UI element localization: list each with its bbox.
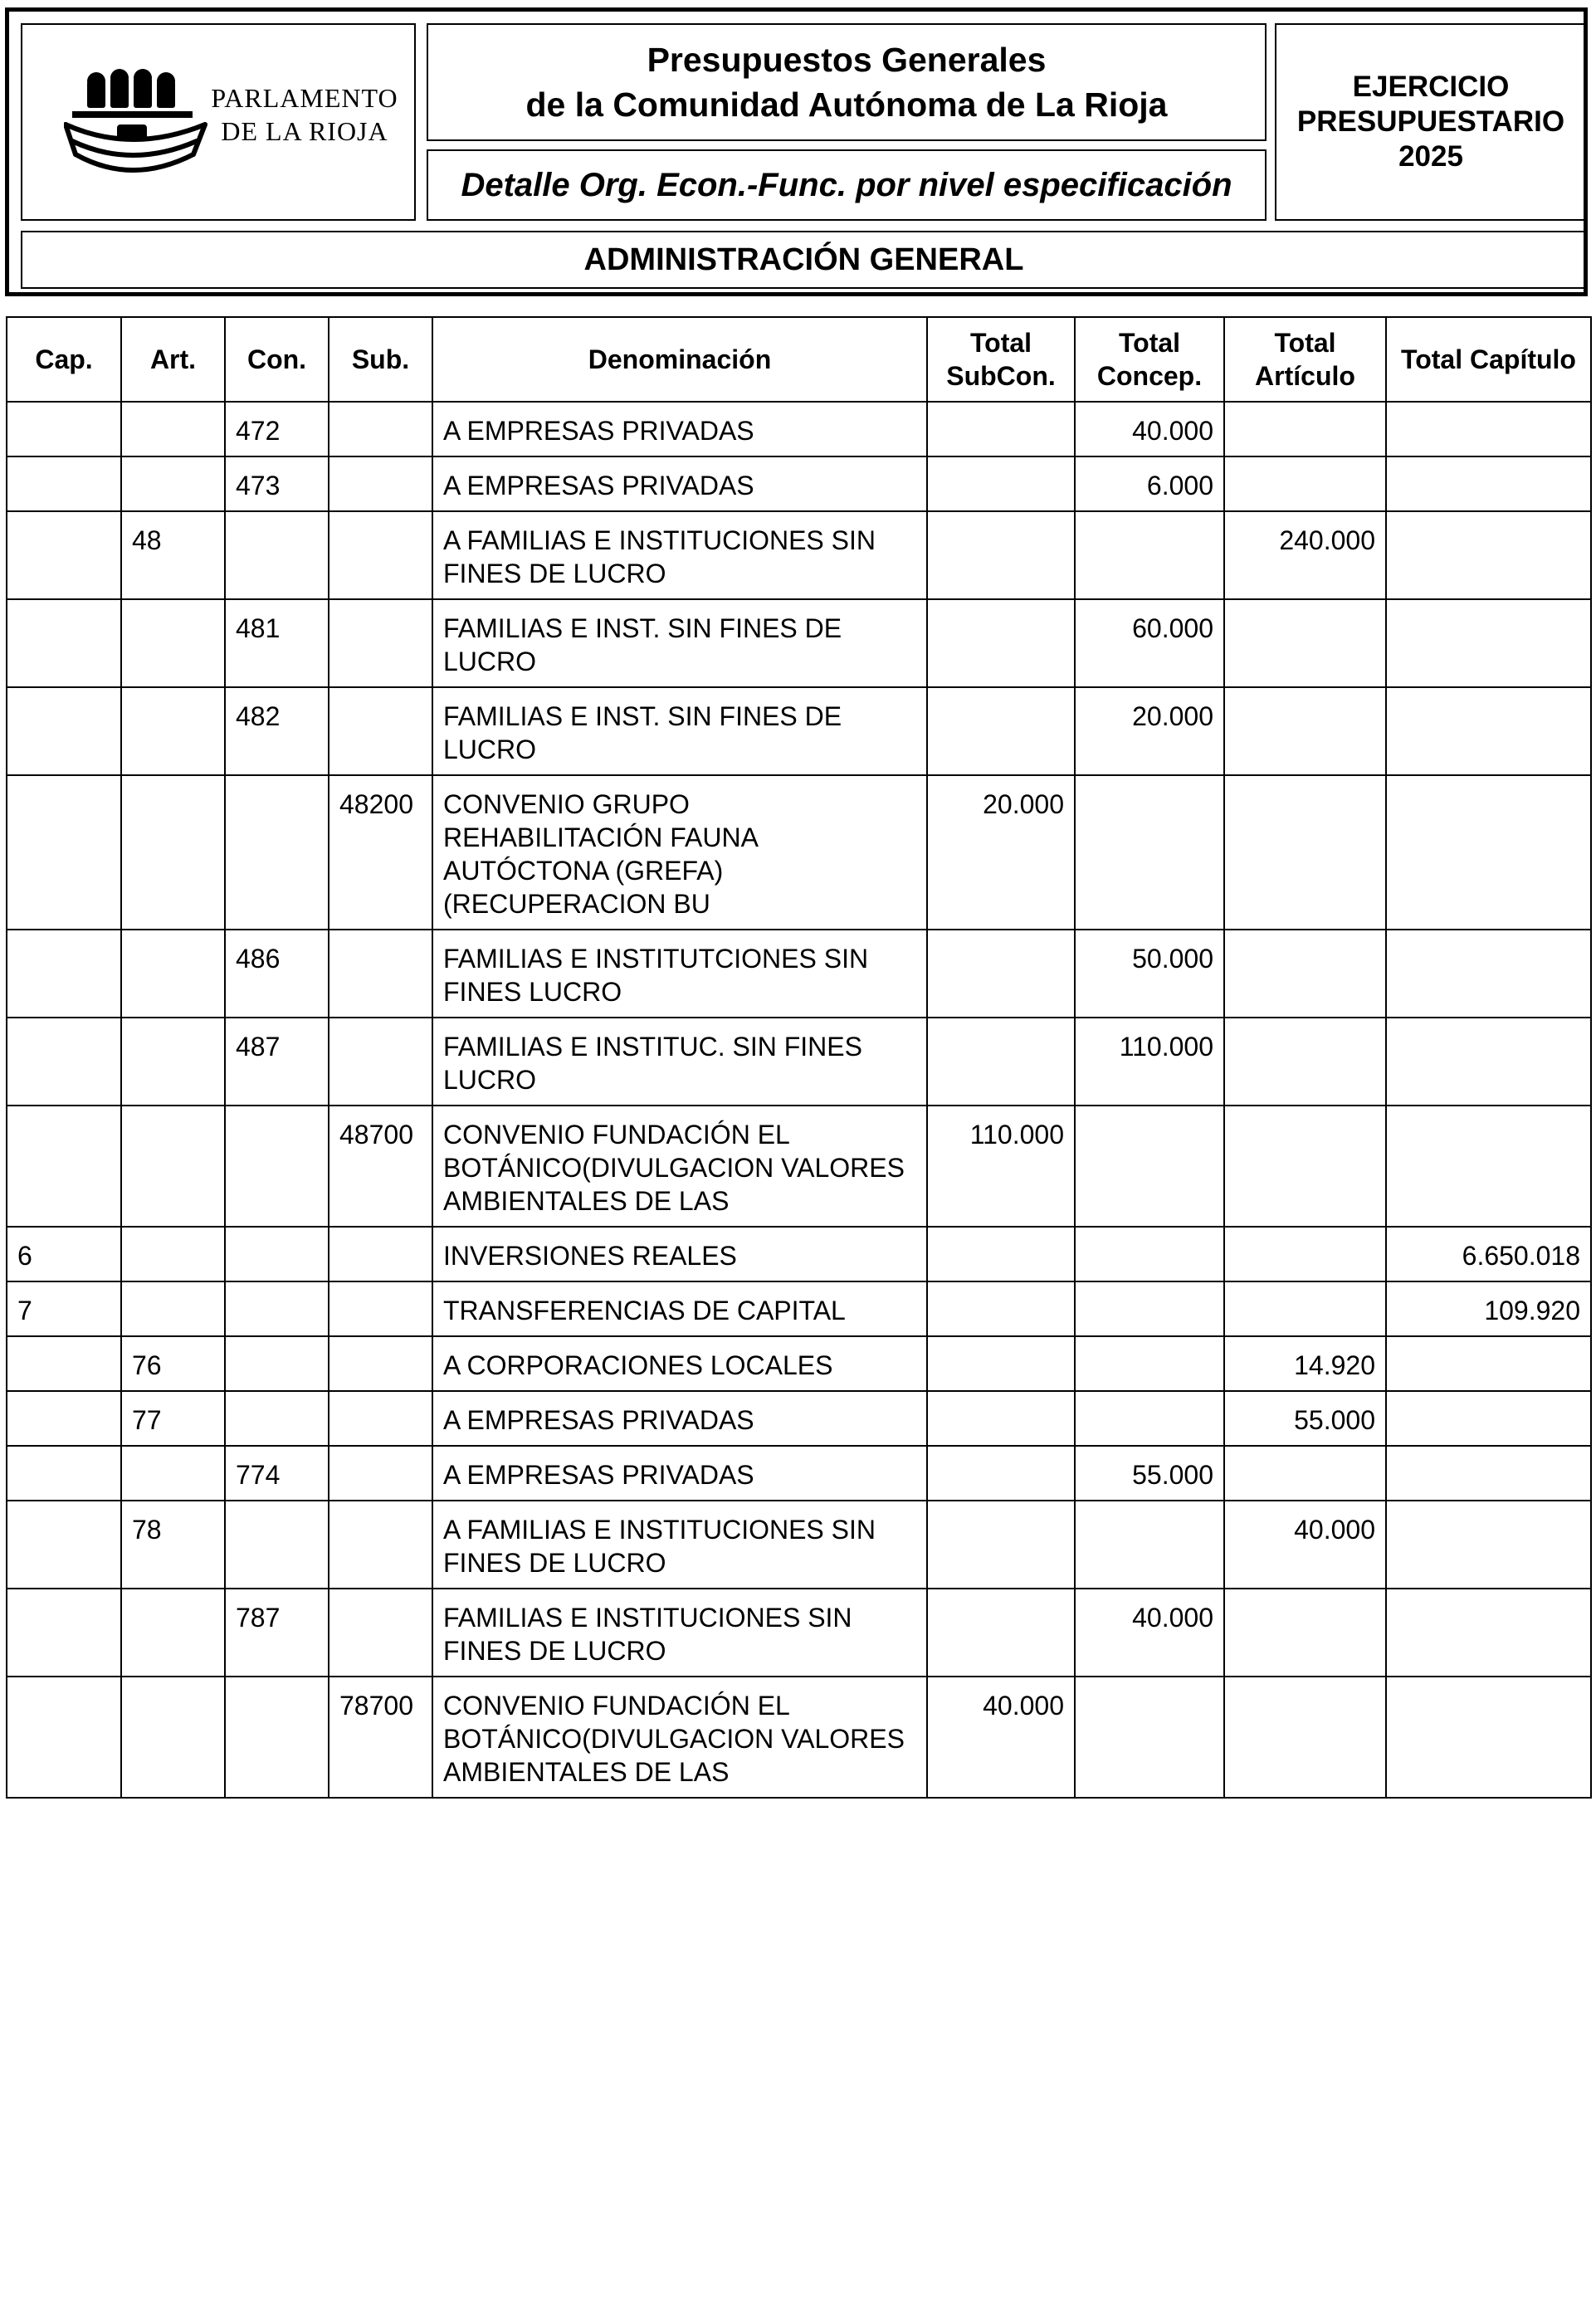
total-capitulo-cell [1386,775,1591,930]
sub-cell [329,687,432,775]
cap-cell [7,1018,121,1106]
art-cell [121,599,225,687]
cap-cell [7,456,121,511]
sub-cell [329,402,432,456]
con-cell [225,511,329,599]
total-articulo-cell: 14.920 [1224,1336,1386,1391]
cap-cell [7,1501,121,1589]
section-panel [21,231,1587,289]
sub-cell [329,1501,432,1589]
total-concep-cell [1075,1501,1224,1589]
document-title-line-2: de la Comunidad Autónoma de La Rioja [525,85,1168,124]
total-concep-cell: 6.000 [1075,456,1224,511]
total-subcon-cell [927,1018,1075,1106]
title-panel [427,23,1267,141]
total-subcon-cell [927,687,1075,775]
con-cell [225,1391,329,1446]
logo-wordmark [205,81,404,148]
art-cell [121,1018,225,1106]
art-cell [121,930,225,1018]
total-capitulo-cell [1386,1106,1591,1227]
table-row [7,511,1591,599]
cap-cell [7,1677,121,1798]
table-row [7,1391,1591,1446]
cap-cell [7,1106,121,1227]
fiscal-year-panel [1275,23,1587,221]
total-articulo-cell [1224,402,1386,456]
document-subtitle: Detalle Org. Econ.-Func. por nivel especificación [461,166,1232,203]
cap-cell: 7 [7,1281,121,1336]
art-cell [121,402,225,456]
total-articulo-cell [1224,1589,1386,1677]
denominacion-cell: A EMPRESAS PRIVADAS [432,402,927,456]
art-cell [121,687,225,775]
total-articulo-cell: 55.000 [1224,1391,1386,1446]
denominacion-cell: A FAMILIAS E INSTITUCIONES SIN FINES DE LUCRO [432,511,927,599]
cap-cell [7,402,121,456]
table-row [7,402,1591,456]
denominacion-cell: TRANSFERENCIAS DE CAPITAL [432,1281,927,1336]
denominacion-cell: A EMPRESAS PRIVADAS [432,456,927,511]
sub-cell [329,511,432,599]
total-subcon-cell [927,1227,1075,1281]
art-cell [121,456,225,511]
cap-cell: 6 [7,1227,121,1281]
denominacion-cell: FAMILIAS E INST. SIN FINES DE LUCRO [432,687,927,775]
denominacion-cell: A EMPRESAS PRIVADAS [432,1446,927,1501]
con-cell: 787 [225,1589,329,1677]
denominacion-cell: FAMILIAS E INSTITUTCIONES SIN FINES LUCRO [432,930,927,1018]
denominacion-cell: CONVENIO FUNDACIÓN EL BOTÁNICO(DIVULGACION VALORES AMBIENTALES DE LAS [432,1106,927,1227]
total-capitulo-cell [1386,1018,1591,1106]
total-concep-cell [1075,1336,1224,1391]
total-concep-cell: 55.000 [1075,1446,1224,1501]
total-subcon-cell [927,1446,1075,1501]
total-concep-cell [1075,775,1224,930]
con-cell [225,1336,329,1391]
total-capitulo-cell [1386,511,1591,599]
total-capitulo-cell [1386,1336,1591,1391]
sub-cell [329,930,432,1018]
total-subcon-cell [927,1501,1075,1589]
budget-table [6,316,1592,1799]
total-concep-cell: 40.000 [1075,1589,1224,1677]
column-header-total-subcon: Total SubCon. [927,317,1075,402]
total-capitulo-cell [1386,687,1591,775]
con-cell [225,1106,329,1227]
art-cell: 76 [121,1336,225,1391]
total-articulo-cell [1224,930,1386,1018]
total-capitulo-cell: 109.920 [1386,1281,1591,1336]
total-concep-cell [1075,1677,1224,1798]
denominacion-cell: FAMILIAS E INSTITUCIONES SIN FINES DE LUCRO [432,1589,927,1677]
con-cell [225,1227,329,1281]
table-row [7,1446,1591,1501]
total-concep-cell: 50.000 [1075,930,1224,1018]
sub-cell: 48700 [329,1106,432,1227]
sub-cell [329,599,432,687]
total-capitulo-cell [1386,402,1591,456]
column-header-total-articulo: Total Artículo [1224,317,1386,402]
total-articulo-cell: 40.000 [1224,1501,1386,1589]
total-subcon-cell [927,402,1075,456]
table-row [7,1677,1591,1798]
total-capitulo-cell: 6.650.018 [1386,1227,1591,1281]
parliament-emblem-icon [64,65,222,189]
total-capitulo-cell [1386,930,1591,1018]
con-cell [225,1501,329,1589]
total-articulo-cell [1224,1446,1386,1501]
logo-panel [21,23,416,221]
total-capitulo-cell [1386,1501,1591,1589]
total-subcon-cell [927,456,1075,511]
document-header [5,7,1588,296]
total-articulo-cell [1224,456,1386,511]
cap-cell [7,511,121,599]
total-capitulo-cell [1386,456,1591,511]
sub-cell [329,456,432,511]
cap-cell [7,599,121,687]
art-cell: 77 [121,1391,225,1446]
fiscal-year-line-1: EJERCICIO [1352,71,1510,103]
art-cell [121,1227,225,1281]
table-row [7,1501,1591,1589]
table-row [7,930,1591,1018]
column-header-art: Art. [121,317,225,402]
art-cell [121,1677,225,1798]
denominacion-cell: FAMILIAS E INST. SIN FINES DE LUCRO [432,599,927,687]
total-subcon-cell [927,599,1075,687]
total-concep-cell [1075,1227,1224,1281]
column-header-total-concep: Total Concep. [1075,317,1224,402]
total-subcon-cell [927,1391,1075,1446]
table-row [7,1227,1591,1281]
column-header-cap: Cap. [7,317,121,402]
cap-cell [7,1589,121,1677]
sub-cell [329,1446,432,1501]
cap-cell [7,1336,121,1391]
document-title-line-1: Presupuestos Generales [647,41,1047,79]
total-subcon-cell: 110.000 [927,1106,1075,1227]
total-subcon-cell: 20.000 [927,775,1075,930]
con-cell: 473 [225,456,329,511]
table-row [7,456,1591,511]
art-cell: 48 [121,511,225,599]
sub-cell [329,1018,432,1106]
total-subcon-cell [927,930,1075,1018]
total-articulo-cell [1224,599,1386,687]
sub-cell [329,1227,432,1281]
fiscal-year-line-2: PRESUPUESTARIO [1296,105,1565,138]
total-articulo-cell [1224,775,1386,930]
total-articulo-cell [1224,1677,1386,1798]
con-cell: 481 [225,599,329,687]
column-header-sub: Sub. [329,317,432,402]
table-row [7,687,1591,775]
total-concep-cell [1075,1391,1224,1446]
total-articulo-cell [1224,1227,1386,1281]
sub-cell [329,1336,432,1391]
total-articulo-cell [1224,1018,1386,1106]
total-capitulo-cell [1386,1446,1591,1501]
denominacion-cell: A FAMILIAS E INSTITUCIONES SIN FINES DE LUCRO [432,1501,927,1589]
con-cell: 774 [225,1446,329,1501]
denominacion-cell: A EMPRESAS PRIVADAS [432,1391,927,1446]
table-row [7,1106,1591,1227]
sub-cell: 48200 [329,775,432,930]
con-cell: 472 [225,402,329,456]
art-cell [121,1589,225,1677]
table-row [7,1336,1591,1391]
total-capitulo-cell [1386,599,1591,687]
total-concep-cell: 40.000 [1075,402,1224,456]
total-articulo-cell [1224,1281,1386,1336]
denominacion-cell: CONVENIO GRUPO REHABILITACIÓN FAUNA AUTÓCTONA (GREFA) (RECUPERACION BU [432,775,927,930]
total-concep-cell: 60.000 [1075,599,1224,687]
denominacion-cell: A CORPORACIONES LOCALES [432,1336,927,1391]
logo-line-2: DE LA RIOJA [221,116,388,146]
column-header-total-capitulo: Total Capítulo [1386,317,1591,402]
art-cell [121,1281,225,1336]
total-capitulo-cell [1386,1391,1591,1446]
con-cell [225,1281,329,1336]
art-cell [121,775,225,930]
total-concep-cell [1075,1106,1224,1227]
sub-cell [329,1391,432,1446]
total-articulo-cell [1224,1106,1386,1227]
total-subcon-cell: 40.000 [927,1677,1075,1798]
total-concep-cell: 110.000 [1075,1018,1224,1106]
art-cell [121,1106,225,1227]
table-row [7,599,1591,687]
total-subcon-cell [927,1589,1075,1677]
con-cell [225,775,329,930]
cap-cell [7,1391,121,1446]
cap-cell [7,775,121,930]
total-subcon-cell [927,511,1075,599]
total-concep-cell [1075,511,1224,599]
table-row [7,775,1591,930]
sub-cell [329,1281,432,1336]
art-cell: 78 [121,1501,225,1589]
sub-cell [329,1589,432,1677]
table-row [7,1589,1591,1677]
denominacion-cell: INVERSIONES REALES [432,1227,927,1281]
total-articulo-cell: 240.000 [1224,511,1386,599]
column-header-con: Con. [225,317,329,402]
subtitle-panel [427,149,1267,221]
table-row [7,1281,1591,1336]
table-row [7,1018,1591,1106]
total-subcon-cell [927,1281,1075,1336]
logo-line-1: PARLAMENTO [211,83,398,113]
fiscal-year-value: 2025 [1398,140,1463,173]
total-capitulo-cell [1386,1677,1591,1798]
total-subcon-cell [927,1336,1075,1391]
total-articulo-cell [1224,687,1386,775]
column-header-denominacion: Denominación [432,317,927,402]
total-capitulo-cell [1386,1589,1591,1677]
con-cell [225,1677,329,1798]
denominacion-cell: CONVENIO FUNDACIÓN EL BOTÁNICO(DIVULGACION VALORES AMBIENTALES DE LAS [432,1677,927,1798]
total-concep-cell [1075,1281,1224,1336]
cap-cell [7,687,121,775]
con-cell: 486 [225,930,329,1018]
cap-cell [7,1446,121,1501]
con-cell: 482 [225,687,329,775]
art-cell [121,1446,225,1501]
total-concep-cell: 20.000 [1075,687,1224,775]
cap-cell [7,930,121,1018]
table-header-row [7,317,1591,402]
sub-cell: 78700 [329,1677,432,1798]
con-cell: 487 [225,1018,329,1106]
section-title: ADMINISTRACIÓN GENERAL [583,242,1024,277]
denominacion-cell: FAMILIAS E INSTITUC. SIN FINES LUCRO [432,1018,927,1106]
table-body [7,402,1591,1798]
